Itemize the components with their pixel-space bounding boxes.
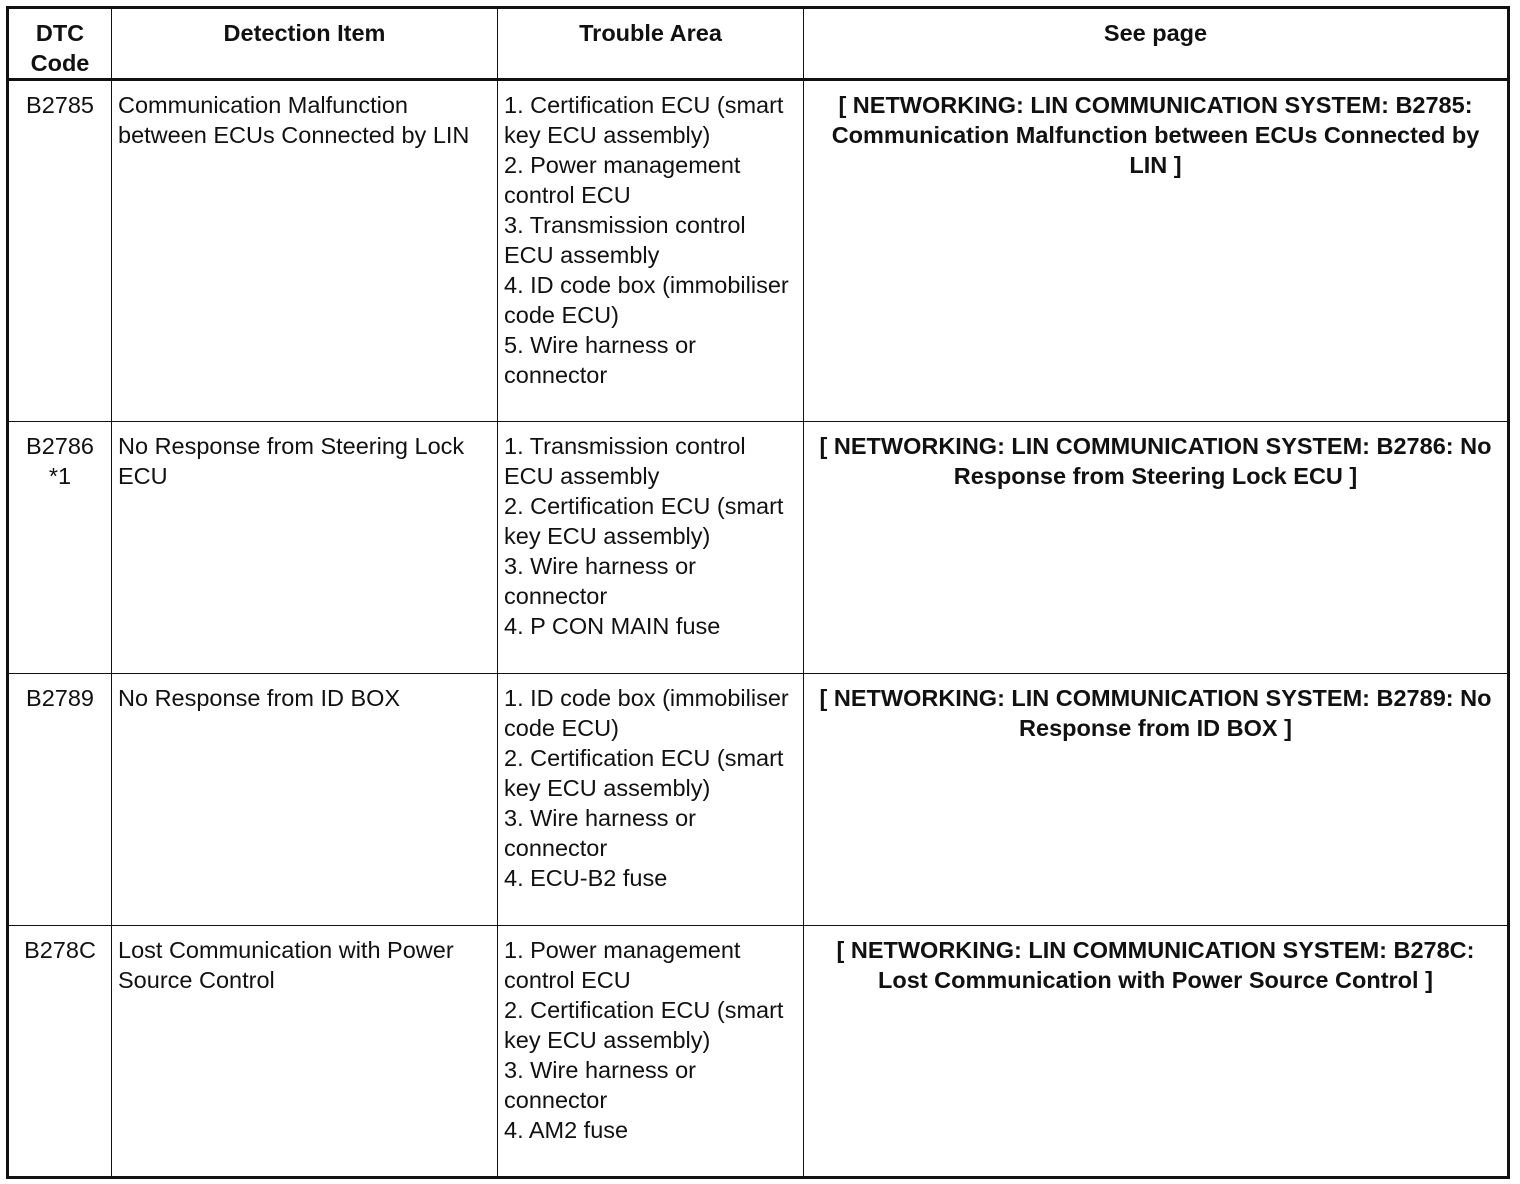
dtc-code-cell	[8, 80, 112, 422]
trouble-area-cell	[498, 422, 804, 674]
trouble-area-item: 2. Power management control ECU	[504, 152, 741, 208]
see-page-link[interactable]: [ NETWORKING: LIN COMMUNICATION SYSTEM: B278C: Lost Communication with Power Source Control ]	[836, 937, 1475, 993]
detection-item: No Response from Steering Lock ECU	[112, 422, 498, 674]
trouble-area-item: 2. Certification ECU (smart key ECU assembly)	[504, 997, 784, 1053]
trouble-area-cell	[498, 80, 804, 422]
header-detection-item: Detection Item	[112, 8, 498, 80]
dtc-code-cell	[8, 674, 112, 926]
table-header-row	[8, 8, 1509, 80]
trouble-area-item: 4. ECU-B2 fuse	[504, 865, 668, 891]
dtc-code: B2786	[26, 433, 94, 459]
detection-item: No Response from ID BOX	[112, 674, 498, 926]
dtc-code: B2789	[26, 685, 94, 711]
table-row	[8, 674, 1509, 926]
header-dtc-code	[8, 8, 112, 80]
table-row	[8, 926, 1509, 1178]
trouble-area-item: 3. Transmission control ECU assembly	[504, 212, 746, 268]
dtc-table	[6, 6, 1510, 1179]
see-page-link[interactable]: [ NETWORKING: LIN COMMUNICATION SYSTEM: B2786: No Response from Steering Lock ECU ]	[819, 433, 1492, 489]
header-trouble-area: Trouble Area	[498, 8, 804, 80]
table-row	[8, 422, 1509, 674]
trouble-area-item: 2. Certification ECU (smart key ECU assembly)	[504, 493, 784, 549]
header-see-page: See page	[804, 8, 1509, 80]
detection-item: Lost Communication with Power Source Control	[112, 926, 498, 1178]
trouble-area-item: 1. ID code box (immobiliser code ECU)	[504, 685, 789, 741]
trouble-area-item: 1. Power management control ECU	[504, 937, 741, 993]
detection-item: Communication Malfunction between ECUs Connected by LIN	[112, 80, 498, 422]
see-page-cell	[804, 422, 1509, 674]
trouble-area-item: 4. P CON MAIN fuse	[504, 613, 721, 639]
dtc-code-cell	[8, 926, 112, 1178]
trouble-area-item: 3. Wire harness or connector	[504, 1057, 696, 1113]
trouble-area-item: 3. Wire harness or connector	[504, 805, 696, 861]
trouble-area-item: 2. Certification ECU (smart key ECU assembly)	[504, 745, 784, 801]
dtc-code-note: *1	[48, 463, 72, 489]
trouble-area-item: 5. Wire harness or connector	[504, 332, 696, 388]
trouble-area-cell	[498, 926, 804, 1178]
see-page-link[interactable]: [ NETWORKING: LIN COMMUNICATION SYSTEM: B2789: No Response from ID BOX ]	[819, 685, 1492, 741]
trouble-area-cell	[498, 674, 804, 926]
dtc-code: B278C	[24, 937, 96, 963]
dtc-code-cell	[8, 422, 112, 674]
trouble-area-item: 4. ID code box (immobiliser code ECU)	[504, 272, 789, 328]
see-page-cell	[804, 926, 1509, 1178]
see-page-cell	[804, 80, 1509, 422]
see-page-cell	[804, 674, 1509, 926]
table-row	[8, 80, 1509, 422]
trouble-area-item: 4. AM2 fuse	[504, 1117, 629, 1143]
header-dtc-code-line2: Code	[30, 50, 90, 76]
trouble-area-item: 3. Wire harness or connector	[504, 553, 696, 609]
trouble-area-item: 1. Certification ECU (smart key ECU assembly)	[504, 92, 784, 148]
trouble-area-item: 1. Transmission control ECU assembly	[504, 433, 746, 489]
header-dtc-code-line1: DTC	[35, 20, 85, 46]
dtc-code: B2785	[26, 92, 94, 118]
see-page-link[interactable]: [ NETWORKING: LIN COMMUNICATION SYSTEM: B2785: Communication Malfunction between ECUs Connected by LIN ]	[831, 92, 1480, 178]
